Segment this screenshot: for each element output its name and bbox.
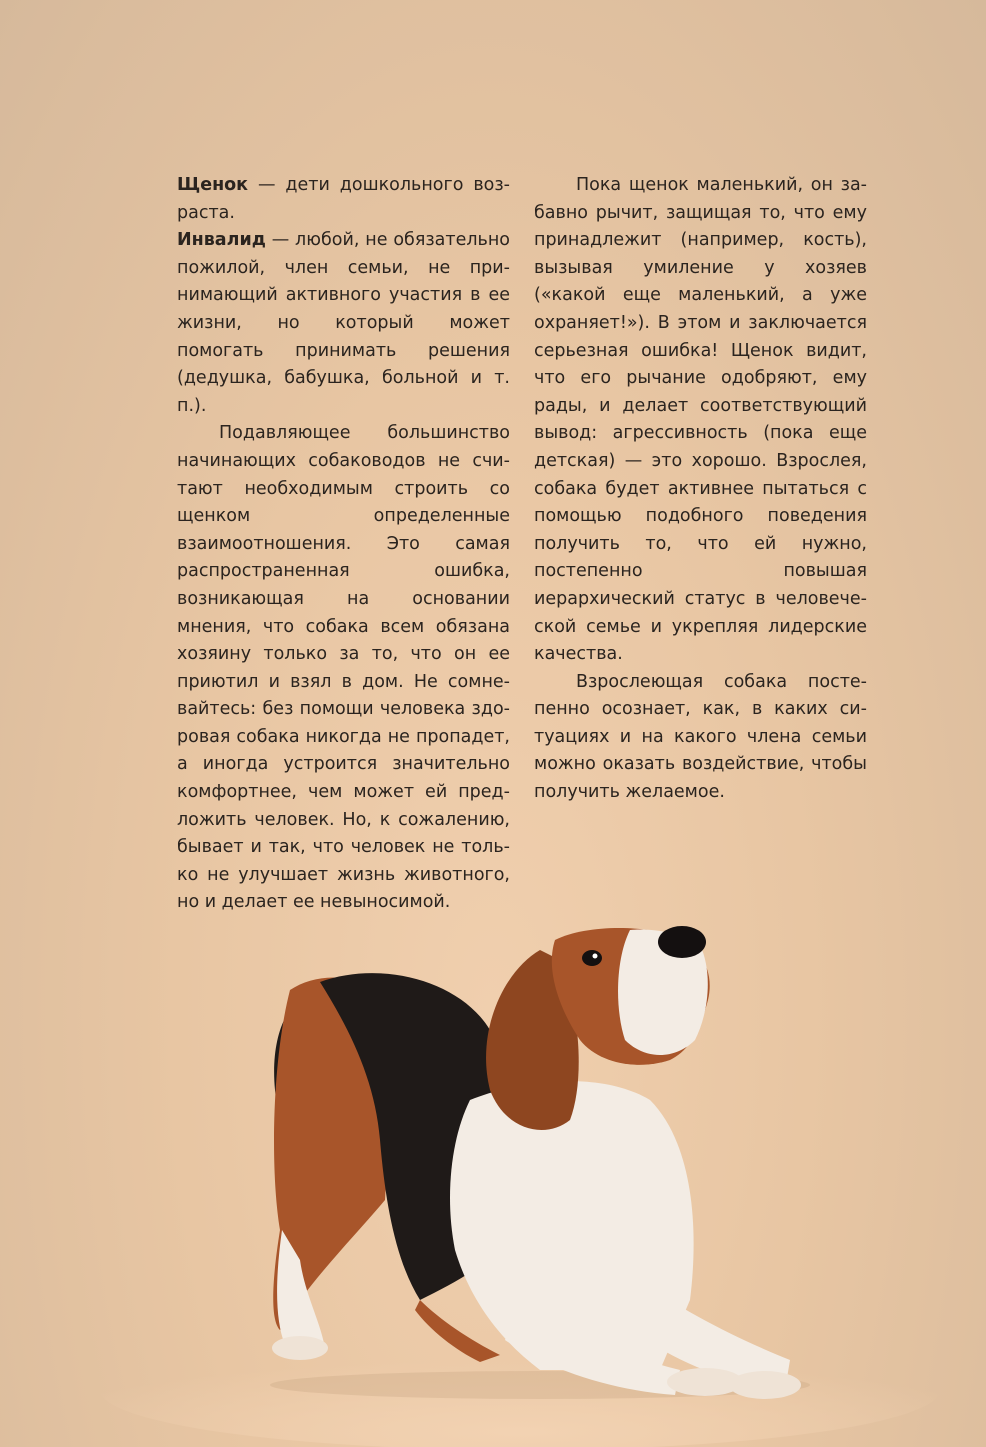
dog-eye bbox=[582, 950, 602, 966]
definition-puppy bbox=[177, 172, 510, 227]
left-text-column bbox=[177, 172, 510, 917]
definition-puppy-text: — дети дошкольного возраста. bbox=[177, 175, 510, 223]
dog-front-paw-right bbox=[729, 1371, 801, 1399]
definition-invalid-text: — любой, не обязательно пожилой, член семьи, не принимающий активного участия в ее жизни, но который может помогать принимать решения (дедушка, бабушка, больной и т. п.). bbox=[177, 230, 510, 416]
beagle-dog bbox=[272, 926, 801, 1399]
definition-invalid bbox=[177, 227, 510, 420]
dog-eye-highlight bbox=[593, 954, 598, 959]
paragraph-majority: Подавляющее большинство начинающих собаководов не считают необходимым строить со щенком определенные взаимоотношения. Это самая распространенная ошибка, возникающая на основании мнения, что собака всем обязана хозяину только за то, что он ее приютил и взял в дом. Не сомневайтесь: без помощи человека здоровая собака никогда не пропадет, а иногда устроится значительно комфортнее, чем может ей предложить человек. Но, к сожалению, бывает и так, что человек не только не улучшает жизнь животного, но и делает ее невыносимой. bbox=[177, 423, 510, 913]
term-invalid: Инвалид bbox=[177, 230, 266, 251]
beagle-photo bbox=[0, 900, 986, 1447]
dog-hind-paw bbox=[272, 1336, 328, 1360]
dog-nose bbox=[658, 926, 706, 958]
paragraph-puppy-growls: Пока щенок маленький, он забавно рычит, защищая то, что ему принадлежит (например, кость), вызывая умиление у хозяев («какой еще маленький, а уже охраняет!»). В этом и заключается серьезная ошибка! Щенок видит, что его рычание одобряют, ему рады, и делает соответствующий вывод: агрессивность (пока еще детская) — это хорошо. Взрослея, собака будет активнее пытаться с помощью подобного поведения получить то, что ей нужно, постепенно повышая иерархический статус в человеческой семье и укрепляя лидерские качества. bbox=[534, 175, 867, 665]
paragraph-adult-dog: Взрослеющая собака постепенно осознает, как, в каких ситуациях и на какого члена семьи можно оказать воздействие, чтобы получить желаемое. bbox=[534, 671, 867, 803]
right-text-column bbox=[534, 172, 867, 807]
term-puppy: Щенок bbox=[177, 175, 249, 195]
